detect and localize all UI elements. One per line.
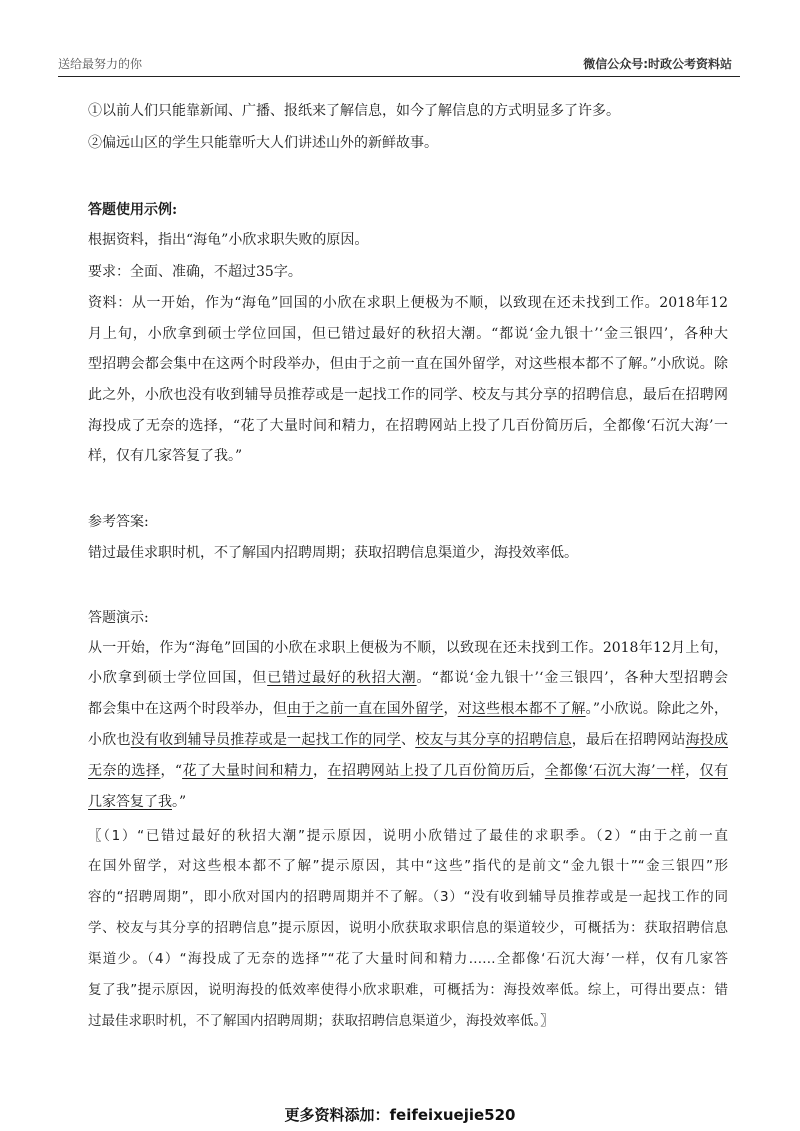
underlined-phrase: 无奈的选择	[88, 763, 161, 779]
page-footer	[0, 1104, 800, 1125]
underlined-phrase: 几家答复了我	[88, 794, 172, 810]
material-line: 样，仅有几家答复了我。”	[88, 448, 243, 464]
example-question: 根据资料，指出“海龟”小欣求职失败的原因。	[88, 232, 369, 248]
analysis-line: 复了我”提示原因，说明海投的低效率使得小欣求职难，可概括为：海投效率低。综上，可得出要点：错	[88, 982, 728, 998]
example-requirement: 要求：全面、准确，不超过35字。	[88, 264, 302, 280]
underlined-phrase: 仅有	[699, 763, 728, 779]
underlined-phrase: 校友与其分享的招聘信息	[415, 732, 572, 748]
underlined-phrase: 已错过最好的秋招大潮	[267, 670, 417, 686]
footer-contact: feifeixuejie520	[389, 1106, 516, 1124]
underlined-phrase: 对这些根本都不了解	[457, 701, 586, 717]
analysis-line: 渠道少。（4）“海投成了无奈的选择”“花了大量时间和精力……全都像‘石沉大海’一样，仅有几家答	[88, 951, 728, 967]
demo-title: 答题演示:	[88, 610, 149, 626]
material-line: 海投成了无奈的选择，“花了大量时间和精力，在招聘网站上投了几百份简历后，全都像‘石沉大海’一	[88, 418, 728, 434]
top-item-1: ①以前人们只能靠新闻、广播、报纸来了解信息，如今了解信息的方式明显多了许多。	[88, 103, 620, 119]
example-title: 答题使用示例:	[88, 202, 178, 218]
underlined-phrase: 海投成	[685, 732, 728, 748]
underlined-phrase: 由于之前一直在国外留学	[287, 701, 444, 717]
demo-line-2: 小欣拿到硕士学位回国，但已错过最好的秋招大潮。“都说‘金九银十’‘金三银四’，各种大型招聘会	[88, 670, 728, 686]
analysis-line: 〖（1）“已错过最好的秋招大潮”提示原因，说明小欣错过了最佳的求职季。（2）“由于之前一直	[88, 828, 728, 844]
header-left-text: 送给最努力的你	[58, 57, 143, 71]
underlined-phrase: 花了大量时间和精力	[182, 763, 313, 779]
material-line: 月上旬，小欣拿到硕士学位回国，但已错过最好的秋招大潮。“都说‘金九银十’‘金三银四’，各种大	[88, 326, 728, 342]
footer-label: 更多资料添加：	[284, 1106, 390, 1124]
underlined-phrase: 在招聘网站上投了几百份简历后	[327, 763, 531, 779]
demo-line-1: 从一开始，作为“海龟”回国的小欣在求职上便极为不顺，以致现在还未找到工作。2018年12月上旬，	[88, 640, 728, 656]
analysis-line: 学、校友与其分享的招聘信息”提示原因，说明小欣获取求职信息的渠道较少，可概括为：获取招聘信息	[88, 920, 728, 936]
analysis-line: 在国外留学，对这些根本都不了解”提示原因，其中“这些”指代的是前文“金九银十”“金三银四”形	[88, 858, 728, 874]
demo-line-6: 几家答复了我。”	[88, 794, 187, 810]
demo-line-3: 都会集中在这两个时段举办，但由于之前一直在国外留学，对这些根本都不了解。”小欣说。除此之外，	[88, 701, 728, 717]
material-line: 此之外，小欣也没有收到辅导员推荐或是一起找工作的同学、校友与其分享的招聘信息，最后在招聘网	[88, 387, 728, 403]
top-item-2: ②偏远山区的学生只能靠听大人们讲述山外的新鲜故事。	[88, 135, 438, 151]
material-line: 资料：从一开始，作为“海龟”回国的小欣在求职上便极为不顺，以致现在还未找到工作。2018年12	[88, 295, 728, 311]
underlined-phrase: 没有收到辅导员推荐或是一起找工作的同学	[130, 732, 402, 748]
analysis-line: 容的“招聘周期”，即小欣对国内的招聘周期并不了解。（3）“没有收到辅导员推荐或是一起找工作的同	[88, 889, 728, 905]
page-header	[0, 0, 800, 82]
underlined-phrase: 全都像‘石沉大海’一样	[544, 763, 686, 779]
reference-answer: 错过最佳求职时机，不了解国内招聘周期；获取招聘信息渠道少，海投效率低。	[88, 545, 578, 561]
reference-title: 参考答案:	[88, 514, 149, 530]
material-line: 型招聘会都会集中在这两个时段举办，但由于之前一直在国外留学，对这些根本都不了解。”小欣说。除	[88, 356, 728, 372]
analysis-line: 过最佳求职时机，不了解国内招聘周期；获取招聘信息渠道少，海投效率低。〗	[88, 1013, 554, 1029]
demo-line-5: 无奈的选择，“花了大量时间和精力，在招聘网站上投了几百份简历后，全都像‘石沉大海’一样，仅有	[88, 763, 728, 779]
demo-line-4: 小欣也没有收到辅导员推荐或是一起找工作的同学、校友与其分享的招聘信息，最后在招聘网站海投成	[88, 730, 728, 750]
header-right-text: 微信公众号:时政公考资料站	[583, 57, 732, 71]
header-rule	[58, 76, 740, 77]
